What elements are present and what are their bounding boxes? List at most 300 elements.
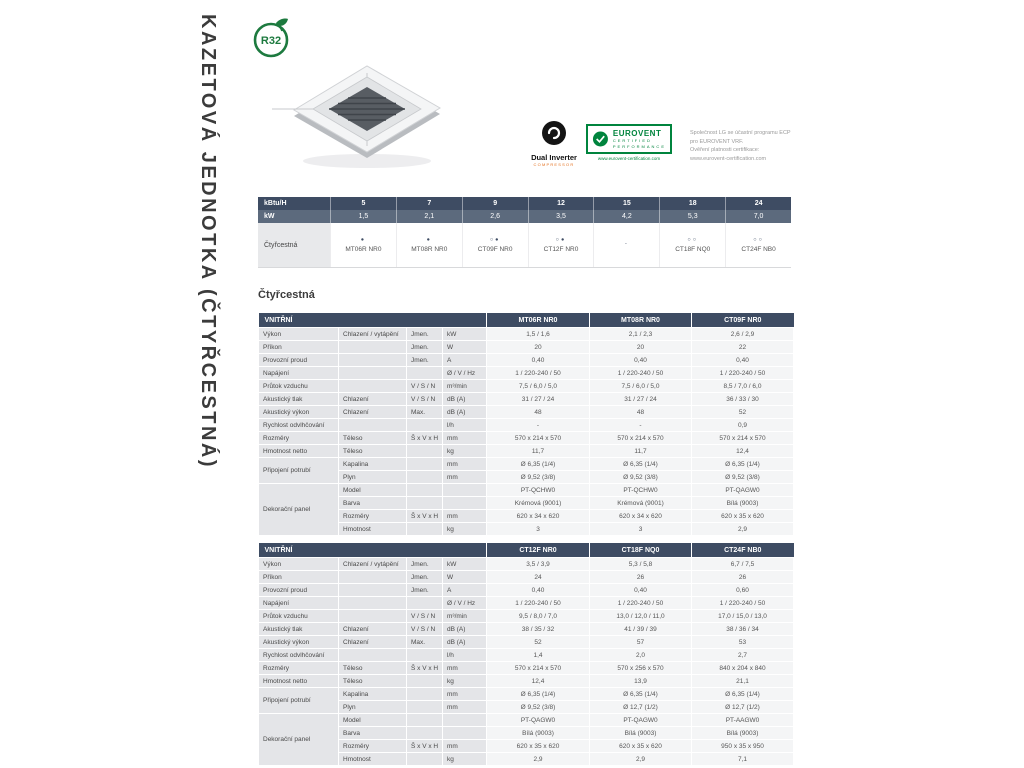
spec-sub2-label (407, 484, 443, 497)
spec-row (259, 419, 794, 432)
spec-value-cell: Bílá (9003) (487, 727, 590, 740)
spec-unit-label: mm (443, 688, 487, 701)
spec-model-header: CT12F NR0 (487, 543, 590, 558)
spec-value-cell: 26 (692, 571, 794, 584)
dual-inverter-label: Dual Inverter (531, 153, 577, 162)
spec-unit-label: kW (443, 558, 487, 571)
capacity-value-cell: 7 (396, 197, 462, 210)
spec-value-cell: Ø 9,52 (3/8) (590, 471, 692, 484)
capacity-row-models (258, 223, 791, 268)
spec-value-cell: 52 (692, 406, 794, 419)
spec-value-cell: 11,7 (487, 445, 590, 458)
spec-sub2-label: Jmen. (407, 558, 443, 571)
spec-value-cell: 950 x 35 x 950 (692, 740, 794, 753)
spec-value-cell: 2,7 (692, 649, 794, 662)
spec-model-header: CT09F NR0 (692, 313, 794, 328)
spec-row (259, 445, 794, 458)
spec-value-cell: 6,7 / 7,5 (692, 558, 794, 571)
model-name: MT08R NR0 (411, 246, 448, 253)
spec-unit-label: l/h (443, 419, 487, 432)
spec-unit-label: mm (443, 701, 487, 714)
capacity-table (258, 197, 791, 268)
spec-value-cell: 2,9 (590, 753, 692, 766)
spec-unit-label: kg (443, 753, 487, 766)
eurovent-name: EUROVENT (612, 129, 662, 138)
capacity-row-label: Čtyřcestná (258, 223, 330, 267)
spec-value-cell: 1 / 220-240 / 50 (590, 367, 692, 380)
spec-sub1-label: Kapalina (339, 688, 407, 701)
spec-value-cell: 620 x 35 x 620 (487, 740, 590, 753)
spec-row (259, 727, 794, 740)
model-name: CT18F NQ0 (675, 246, 711, 253)
capacity-value-cell: 5 (330, 197, 396, 210)
spec-unit-label: dB (A) (443, 636, 487, 649)
certification-note (690, 129, 830, 163)
spec-value-cell: 57 (590, 636, 692, 649)
capacity-value-cell: 15 (593, 197, 659, 210)
spec-value-cell: 0,40 (692, 354, 794, 367)
spec-value-cell: 41 / 39 / 39 (590, 623, 692, 636)
spec-value-cell: PT-QCHW0 (590, 484, 692, 497)
spec-unit-label: m³/min (443, 610, 487, 623)
spec-value-cell: 0,60 (692, 584, 794, 597)
capacity-model-cell (330, 223, 396, 267)
spec-table-container-1 (258, 313, 794, 536)
spec-unit-label (443, 497, 487, 510)
model-name: CT24F NB0 (741, 246, 776, 253)
spec-group-label: Napájení (259, 367, 339, 380)
spec-unit-label: Ø / V / Hz (443, 597, 487, 610)
spec-value-cell: Ø 6,35 (1/4) (590, 458, 692, 471)
capacity-value-cell: 3,5 (528, 210, 594, 223)
spec-row (259, 584, 794, 597)
spec-value-cell: Ø 6,35 (1/4) (487, 458, 590, 471)
spec-sub2-label: V / S / N (407, 610, 443, 623)
spec-value-cell: 11,7 (590, 445, 692, 458)
spec-row (259, 623, 794, 636)
spec-value-cell: 48 (590, 406, 692, 419)
spec-sub2-label: Jmen. (407, 328, 443, 341)
spec-group-label: Akustický výkon (259, 406, 339, 419)
spec-sub1-label: Těleso (339, 675, 407, 688)
spec-unit-label: mm (443, 471, 487, 484)
spec-value-cell: 2,1 / 2,3 (590, 328, 692, 341)
spec-value-cell: 3,5 / 3,9 (487, 558, 590, 571)
spec-value-cell: 20 (590, 341, 692, 354)
capacity-row-label: kBtu/H (264, 200, 287, 207)
spec-unit-label: kg (443, 523, 487, 536)
spec-group-label: Rychlost odvlhčování (259, 419, 339, 432)
capacity-value-cell: 4,2 (593, 210, 659, 223)
spec-sub2-label (407, 471, 443, 484)
spec-value-cell: 620 x 34 x 620 (487, 510, 590, 523)
spec-row (259, 471, 794, 484)
spec-sub2-label (407, 727, 443, 740)
spec-sub1-label: Chlazení (339, 636, 407, 649)
model-name: MT06R NR0 (345, 246, 382, 253)
spec-row (259, 328, 794, 341)
spec-unit-label: mm (443, 510, 487, 523)
capacity-value-cell: 12 (528, 197, 594, 210)
spec-group-label: Připojení potrubí (259, 458, 339, 484)
spec-value-cell: 12,4 (487, 675, 590, 688)
spec-sub2-label: V / S / N (407, 623, 443, 636)
spec-sub1-label: Plyn (339, 701, 407, 714)
spec-value-cell: 2,9 (692, 523, 794, 536)
dual-inverter-icon (541, 120, 567, 146)
spec-value-cell: 1 / 220-240 / 50 (692, 597, 794, 610)
model-availability-marker: ○● (489, 237, 501, 243)
spec-group-label: Provozní proud (259, 354, 339, 367)
capacity-model-cell (725, 223, 791, 267)
spec-value-cell: 31 / 27 / 24 (487, 393, 590, 406)
spec-sub1-label (339, 367, 407, 380)
spec-value-cell: 840 x 204 x 840 (692, 662, 794, 675)
spec-sub2-label: Š x V x H (407, 740, 443, 753)
spec-sub1-label: Rozměry (339, 510, 407, 523)
spec-value-cell: 2,0 (590, 649, 692, 662)
side-title: KAZETOVÁ JEDNOTKA (ČTYŘCESTNÁ) (197, 14, 219, 470)
spec-sub2-label (407, 753, 443, 766)
spec-row (259, 393, 794, 406)
spec-row (259, 497, 794, 510)
spec-value-cell: Ø 6,35 (1/4) (692, 688, 794, 701)
spec-sub1-label (339, 584, 407, 597)
spec-sub2-label (407, 701, 443, 714)
spec-row (259, 558, 794, 571)
capacity-value-cell: 2,6 (462, 210, 528, 223)
cert-note-line: Společnost LG se účastní programu ECP (690, 130, 791, 136)
capacity-model-cell (593, 223, 659, 267)
spec-value-cell: 3 (590, 523, 692, 536)
spec-value-cell: Ø 9,52 (3/8) (692, 471, 794, 484)
spec-value-cell: 22 (692, 341, 794, 354)
spec-value-cell: Ø 12,7 (1/2) (590, 701, 692, 714)
spec-unit-label: kg (443, 675, 487, 688)
spec-unit-label: A (443, 584, 487, 597)
spec-table (258, 313, 794, 536)
spec-value-cell: - (590, 419, 692, 432)
spec-sub2-label (407, 497, 443, 510)
spec-sub2-label (407, 458, 443, 471)
spec-unit-label (443, 727, 487, 740)
spec-sub1-label: Chlazení (339, 406, 407, 419)
capacity-model-cell (396, 223, 462, 267)
spec-value-cell: PT-AAGW0 (692, 714, 794, 727)
spec-sub2-label (407, 688, 443, 701)
spec-value-cell: 31 / 27 / 24 (590, 393, 692, 406)
spec-row (259, 740, 794, 753)
capacity-model-cell (528, 223, 594, 267)
cassette-unit-image (272, 46, 457, 186)
spec-sub1-label: Barva (339, 497, 407, 510)
capacity-row-kbtu (258, 197, 791, 210)
spec-unit-label: mm (443, 662, 487, 675)
spec-group-label: Příkon (259, 571, 339, 584)
spec-value-cell: 1 / 220-240 / 50 (590, 597, 692, 610)
capacity-row-label: kW (264, 213, 275, 220)
spec-value-cell: Ø 9,52 (3/8) (487, 701, 590, 714)
spec-value-cell: 13,9 (590, 675, 692, 688)
spec-sub1-label (339, 354, 407, 367)
spec-unit-label: dB (A) (443, 406, 487, 419)
spec-value-cell: PT-QAGW0 (692, 484, 794, 497)
spec-value-cell: - (487, 419, 590, 432)
spec-value-cell: PT-QAGW0 (590, 714, 692, 727)
spec-table (258, 543, 794, 766)
spec-group-label: Rozměry (259, 662, 339, 675)
spec-value-cell: 570 x 256 x 570 (590, 662, 692, 675)
spec-value-cell: PT-QCHW0 (487, 484, 590, 497)
spec-group-label: Výkon (259, 328, 339, 341)
eurovent-icon (592, 130, 609, 148)
spec-group-label: Rozměry (259, 432, 339, 445)
spec-unit-label: dB (A) (443, 393, 487, 406)
model-availability-marker: ○○ (753, 237, 764, 243)
spec-sub1-label: Kapalina (339, 458, 407, 471)
spec-sub2-label (407, 714, 443, 727)
spec-row (259, 701, 794, 714)
spec-sub2-label: Jmen. (407, 354, 443, 367)
spec-group-label: Akustický tlak (259, 623, 339, 636)
spec-sub2-label (407, 419, 443, 432)
spec-value-cell: 570 x 214 x 570 (487, 432, 590, 445)
spec-sub2-label: Š x V x H (407, 432, 443, 445)
spec-unit-label: W (443, 571, 487, 584)
spec-value-cell: 620 x 35 x 620 (692, 510, 794, 523)
spec-row (259, 380, 794, 393)
spec-value-cell: 570 x 214 x 570 (692, 432, 794, 445)
svg-text:R32: R32 (260, 35, 282, 47)
spec-value-cell: 36 / 33 / 30 (692, 393, 794, 406)
spec-value-cell: 26 (590, 571, 692, 584)
eurovent-logo (586, 124, 672, 161)
spec-sub2-label: V / S / N (407, 393, 443, 406)
spec-model-header: CT24F NB0 (692, 543, 794, 558)
spec-group-label: Provozní proud (259, 584, 339, 597)
spec-value-cell: 38 / 36 / 34 (692, 623, 794, 636)
spec-sub2-label (407, 649, 443, 662)
spec-value-cell: 1 / 220-240 / 50 (692, 367, 794, 380)
spec-sub1-label (339, 649, 407, 662)
spec-value-cell: 21,1 (692, 675, 794, 688)
spec-model-header: CT18F NQ0 (590, 543, 692, 558)
spec-sub2-label (407, 445, 443, 458)
capacity-value-cell: 5,3 (659, 210, 725, 223)
spec-value-cell: 2,6 / 2,9 (692, 328, 794, 341)
spec-row (259, 675, 794, 688)
spec-value-cell: 7,1 (692, 753, 794, 766)
spec-row (259, 571, 794, 584)
spec-group-label: Připojení potrubí (259, 688, 339, 714)
spec-group-label: Hmotnost netto (259, 675, 339, 688)
spec-sub1-label: Hmotnost (339, 753, 407, 766)
spec-row (259, 610, 794, 623)
spec-sub1-label: Chlazení (339, 623, 407, 636)
spec-value-cell: 0,40 (590, 354, 692, 367)
spec-group-label: Rychlost odvlhčování (259, 649, 339, 662)
spec-sub2-label: Max. (407, 636, 443, 649)
spec-group-label: Průtok vzduchu (259, 380, 339, 393)
spec-model-header: MT06R NR0 (487, 313, 590, 328)
spec-group-label: Příkon (259, 341, 339, 354)
spec-value-cell: 38 / 35 / 32 (487, 623, 590, 636)
spec-value-cell: Bílá (9003) (590, 727, 692, 740)
spec-value-cell: 1,5 / 1,6 (487, 328, 590, 341)
spec-value-cell: 12,4 (692, 445, 794, 458)
spec-row (259, 688, 794, 701)
model-availability-marker: - (624, 240, 629, 247)
spec-sub1-label: Chlazení / vytápění (339, 328, 407, 341)
model-availability-marker: ○● (555, 237, 567, 243)
spec-unit-label: m³/min (443, 380, 487, 393)
spec-sub1-label: Těleso (339, 662, 407, 675)
spec-sub1-label (339, 419, 407, 432)
spec-unit-label (443, 714, 487, 727)
spec-value-cell: Ø 6,35 (1/4) (590, 688, 692, 701)
spec-value-cell: 48 (487, 406, 590, 419)
spec-sub1-label: Těleso (339, 445, 407, 458)
spec-value-cell: 1 / 220-240 / 50 (487, 597, 590, 610)
spec-sub2-label: Jmen. (407, 571, 443, 584)
cert-note-line: www.eurovent-certification.com (690, 155, 767, 162)
spec-row (259, 458, 794, 471)
cert-note-line: Ověření platnosti certifikace: (690, 147, 760, 153)
spec-value-cell: 570 x 214 x 570 (590, 432, 692, 445)
spec-sub1-label: Těleso (339, 432, 407, 445)
spec-value-cell: 2,9 (487, 753, 590, 766)
eurovent-url: www.eurovent-certification.com (597, 156, 661, 161)
spec-group-label: Akustický výkon (259, 636, 339, 649)
model-availability-marker: ● (360, 237, 367, 243)
spec-value-cell: PT-QAGW0 (487, 714, 590, 727)
spec-unit-label: A (443, 354, 487, 367)
spec-unit-label: l/h (443, 649, 487, 662)
spec-row (259, 597, 794, 610)
spec-group-label: Výkon (259, 558, 339, 571)
spec-sub1-label: Plyn (339, 471, 407, 484)
spec-value-cell: 570 x 214 x 570 (487, 662, 590, 675)
spec-unit-label: dB (A) (443, 623, 487, 636)
spec-value-cell: 5,3 / 5,8 (590, 558, 692, 571)
capacity-value-cell: 9 (462, 197, 528, 210)
spec-group-label: Průtok vzduchu (259, 610, 339, 623)
capacity-value-cell: 2,1 (396, 210, 462, 223)
spec-sub1-label: Model (339, 484, 407, 497)
capacity-row-kw (258, 210, 791, 223)
spec-value-cell: Bílá (9003) (692, 497, 794, 510)
spec-row (259, 341, 794, 354)
spec-sub1-label: Model (339, 714, 407, 727)
section-title: Čtyřcestná (258, 289, 315, 301)
spec-value-cell: 13,0 / 12,0 / 11,0 (590, 610, 692, 623)
spec-sub2-label (407, 675, 443, 688)
spec-table-title: VNITŘNÍ (259, 543, 487, 558)
capacity-model-cell (659, 223, 725, 267)
cert-note-line: pro EUROVENT VRF. (690, 138, 744, 145)
spec-value-cell: 53 (692, 636, 794, 649)
spec-unit-label: W (443, 341, 487, 354)
spec-row (259, 367, 794, 380)
spec-group-label: Napájení (259, 597, 339, 610)
eurovent-performance-label: PERFORMANCE (612, 143, 666, 149)
spec-row (259, 484, 794, 497)
spec-row (259, 523, 794, 536)
spec-value-cell: 24 (487, 571, 590, 584)
spec-value-cell: Ø 6,35 (1/4) (692, 458, 794, 471)
spec-value-cell: Bílá (9003) (692, 727, 794, 740)
spec-value-cell: 8,5 / 7,0 / 6,0 (692, 380, 794, 393)
spec-model-header: MT08R NR0 (590, 313, 692, 328)
spec-group-label: Akustický tlak (259, 393, 339, 406)
spec-table-container-2 (258, 543, 794, 766)
spec-unit-label: mm (443, 740, 487, 753)
spec-group-label: Dekorační panel (259, 714, 339, 766)
capacity-value-cell: 18 (659, 197, 725, 210)
spec-row (259, 432, 794, 445)
spec-sub1-label (339, 380, 407, 393)
spec-value-cell: 0,40 (487, 584, 590, 597)
spec-value-cell: 7,5 / 6,0 / 5,0 (487, 380, 590, 393)
spec-value-cell: 17,0 / 15,0 / 13,0 (692, 610, 794, 623)
spec-unit-label (443, 484, 487, 497)
spec-unit-label: mm (443, 458, 487, 471)
capacity-value-cell: 24 (725, 197, 791, 210)
spec-row (259, 753, 794, 766)
spec-sub2-label: Š x V x H (407, 510, 443, 523)
dual-inverter-logo (528, 120, 580, 167)
spec-row (259, 354, 794, 367)
spec-group-label: Dekorační panel (259, 484, 339, 536)
spec-value-cell: 1,4 (487, 649, 590, 662)
spec-sub1-label: Barva (339, 727, 407, 740)
spec-sub1-label (339, 341, 407, 354)
spec-sub1-label: Chlazení (339, 393, 407, 406)
spec-row (259, 662, 794, 675)
spec-value-cell: 620 x 35 x 620 (590, 740, 692, 753)
spec-table-title: VNITŘNÍ (259, 313, 487, 328)
capacity-value-cell: 1,5 (330, 210, 396, 223)
spec-unit-label: kg (443, 445, 487, 458)
spec-value-cell: 1 / 220-240 / 50 (487, 367, 590, 380)
spec-sub2-label: Max. (407, 406, 443, 419)
compressor-label: COMPRESSOR (533, 162, 575, 167)
spec-sub2-label (407, 523, 443, 536)
capacity-value-cell: 7,0 (725, 210, 791, 223)
spec-sub1-label: Chlazení / vytápění (339, 558, 407, 571)
spec-value-cell: 0,40 (590, 584, 692, 597)
spec-unit-label: Ø / V / Hz (443, 367, 487, 380)
eurovent-certified-label: CERTIFIED (612, 138, 652, 143)
model-availability-marker: ● (426, 237, 432, 243)
spec-sub2-label: Š x V x H (407, 662, 443, 675)
model-availability-marker: ○○ (687, 237, 699, 243)
spec-group-label: Hmotnost netto (259, 445, 339, 458)
spec-value-cell: 9,5 / 8,0 / 7,0 (487, 610, 590, 623)
spec-unit-label: kW (443, 328, 487, 341)
model-name: CT09F NR0 (477, 246, 513, 253)
spec-sub2-label: Jmen. (407, 341, 443, 354)
spec-row (259, 714, 794, 727)
spec-value-cell: Ø 6,35 (1/4) (487, 688, 590, 701)
spec-value-cell: Ø 9,52 (3/8) (487, 471, 590, 484)
spec-row (259, 510, 794, 523)
spec-value-cell: 620 x 34 x 620 (590, 510, 692, 523)
spec-value-cell: Krémová (9001) (590, 497, 692, 510)
spec-sub1-label (339, 597, 407, 610)
model-name: CT12F NR0 (543, 246, 579, 253)
spec-sub1-label (339, 610, 407, 623)
